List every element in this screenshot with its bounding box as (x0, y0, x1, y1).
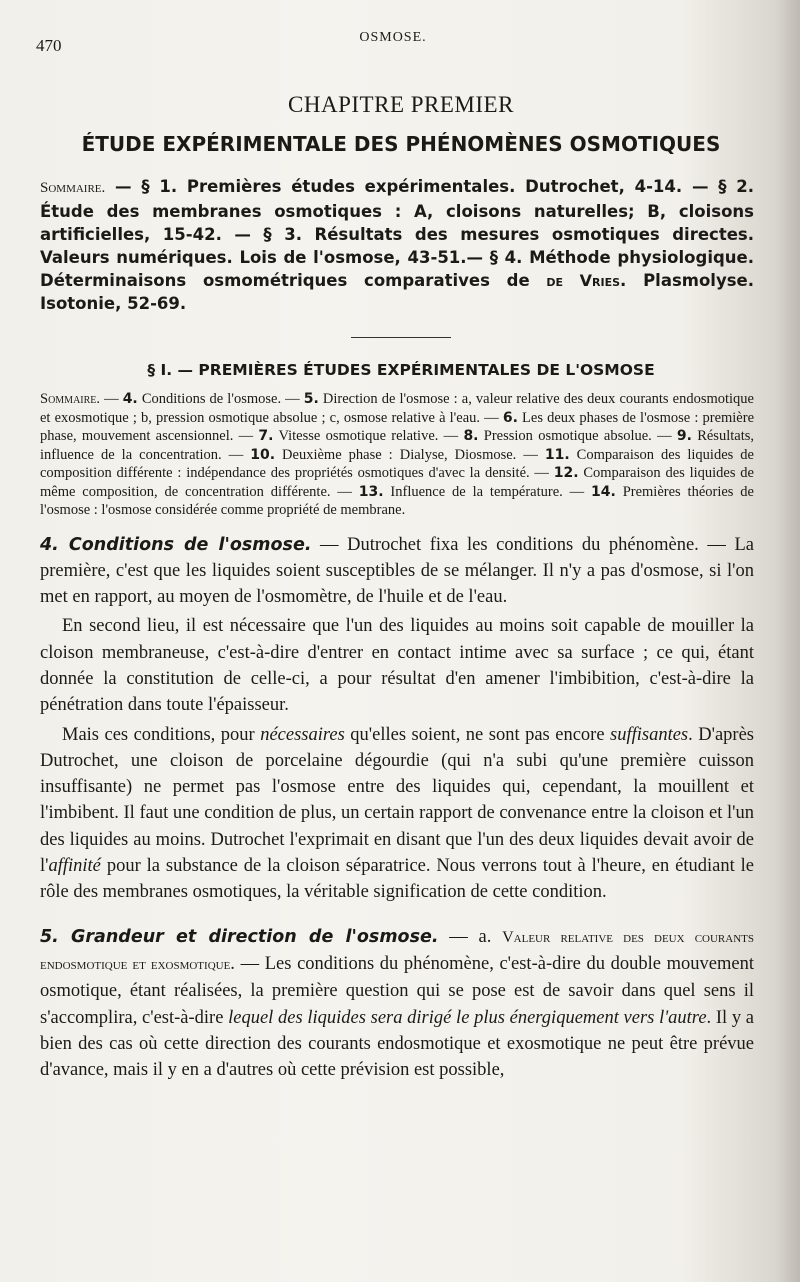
summary-item: 9. Résultats, influence de la concentration. — (40, 428, 754, 463)
summary-item: 13. Influence de la température. — (358, 483, 592, 500)
paragraph-affinity: Mais ces conditions, pour nécessaires qu'elles soient, ne sont pas encore suffisantes. D'après Dutrochet, une cloison de porcelaine dégourdie (qui n'a subi qu'une première cuisson insuffisante) ne permet pas l'osmose entre des liquides qui, cependant, la mouillent et l'imbibent. Il faut une condition de plus, un certain rapport de convenance entre la cloison et l'un des liquides au moins. Dutrochet l'exprimait en disant que l'un des deux liquides devait avoir de l'affinité pour la substance de la cloison séparatrice. Nous verrons tout à l'heure, en étudiant le rôle des membranes osmotiques, la véritable signification de cette condition. (40, 724, 754, 903)
section-summary: Sommaire. — 4. Conditions de l'osmose. — 5. Direction de l'osmose : a, valeur relative des deux courants endosmotique et exosmotique ; b, pression osmotique absolue ; c, osmose relative à l'eau. — 6. Les deux phases de l'osmose : première phase, mouvement ascensionnel. — 7. Vitesse osmotique relative. — 8. Pression osmotique absolue. — 9. Résultats, influence de la concentration. — 10. Deuxième phase : Dialyse, Diosmose. — 11. Comparaison des liquides de composition différente : indépendance des propriétés osmotiques d'avec la densité. — 12. Comparaison des liquides de même composition, de concentration différente. — 13. Influence de la température. — 14. Premières théories de l'osmose : l'osmose considérée comme propriété de membrane. (40, 391, 755, 518)
summary-item: 12. Comparaison des liquides de même composition, de concentration différente. — (40, 465, 754, 500)
summary-item: 8. Pression osmotique absolue. — (463, 428, 677, 444)
chapter-title: ÉTUDE EXPÉRIMENTALE DES PHÉNOMÈNES OSMOTIQUES (81, 132, 721, 156)
section-heading: § I. — PREMIÈRES ÉTUDES EXPÉRIMENTALES DE L'OSMOSE (147, 361, 655, 379)
section-summary-label: Sommaire. (40, 391, 101, 407)
running-head (36, 30, 750, 54)
chapter-summary-name: de Vries (546, 271, 621, 290)
paragraph-second-condition: En second lieu, il est nécessaire que l'un des liquides au moins soit capable de mouiller la cloison membraneuse, c'est-à-dire d'entrer en contact intime avec sa surface ; ce qui, étant donnée la constitution de celle-ci, a pour résultat d'en amener l'imbibition, c'est-à-dire la pénétration dans toute l'épaisseur. (40, 616, 754, 716)
paragraph-direction: 5. Grandeur et direction de l'osmose. — a. Valeur relative des deux courants endosmotique et exosmotique. — Les conditions du phénomène, c'est-à-dire du double mouvement osmotique, étant réalisées, la première question qui se pose est de savoir dans quel sens il s'accomplira, c'est-à-dire lequel des liquides sera dirigé le plus énergiquement vers l'autre. Il y a bien des cas où cette direction des courants endosmotique et exosmotique ne peut être prévue d'avance, mais il y en a d'autres où cette prévision est possible, (40, 926, 754, 1081)
running-title: OSMOSE. (359, 30, 427, 45)
summary-item: 10. Deuxième phase : Dialyse, Diosmose. — (250, 446, 545, 463)
summary-item: 5. Direction de l'osmose : a, valeur relative des deux courants endosmotique et exosmotique ; b, pression osmotique absolue ; c, osmose relative à l'eau. — (40, 391, 754, 426)
chapter-summary-end: . Plasmolyse. Isotonie, 52-69. (40, 271, 754, 313)
paragraph-heading: 4. Conditions de l'osmose. (40, 534, 312, 555)
summary-item: 11. Comparaison des liquides de composition différente : indépendance des propriétés osmotiques d'avec la densité. — (40, 446, 754, 481)
chapter-summary-text: — § 1. Premières études expérimentales. Dutrochet, 4-14. — § 2. Étude des membranes osmotiques : A, cloisons naturelles; B, cloisons artificielles, 15-42. — § 3. Résultats des mesures osmotiques directes. Valeurs numériques. Lois de l'osmose, 43-51.— § 4. Méthode physiologique. Déterminaisons osmométriques comparatives de (40, 177, 754, 290)
paragraph-conditions: 4. Conditions de l'osmose. — Dutrochet fixa les conditions du phénomène. — La première, c'est que les liquides soient susceptibles de se mélanger. Il n'y a pas d'osmose, si l'on met en rapport, au moyen de l'osmomètre, de l'huile et de l'eau. (40, 534, 754, 608)
chapter-summary (40, 175, 754, 315)
summary-item: 6. Les deux phases de l'osmose : première phase, mouvement ascensionnel. — (40, 409, 755, 444)
summary-item: 14. Premières théories de l'osmose : l'osmose considérée comme propriété de membrane. (40, 483, 754, 518)
page-content (40, 90, 755, 1083)
chapter-label: CHAPITRE PREMIER (288, 92, 514, 117)
section-divider (351, 337, 451, 338)
summary-item: 4. Conditions de l'osmose. — (122, 391, 304, 407)
summary-item: 7. Vitesse osmotique relative. — (258, 428, 464, 444)
page-number: 470 (36, 36, 62, 55)
paragraph-heading: 5. Grandeur et direction de l'osmose. (40, 926, 439, 947)
chapter-summary-label: Sommaire. (40, 180, 106, 196)
